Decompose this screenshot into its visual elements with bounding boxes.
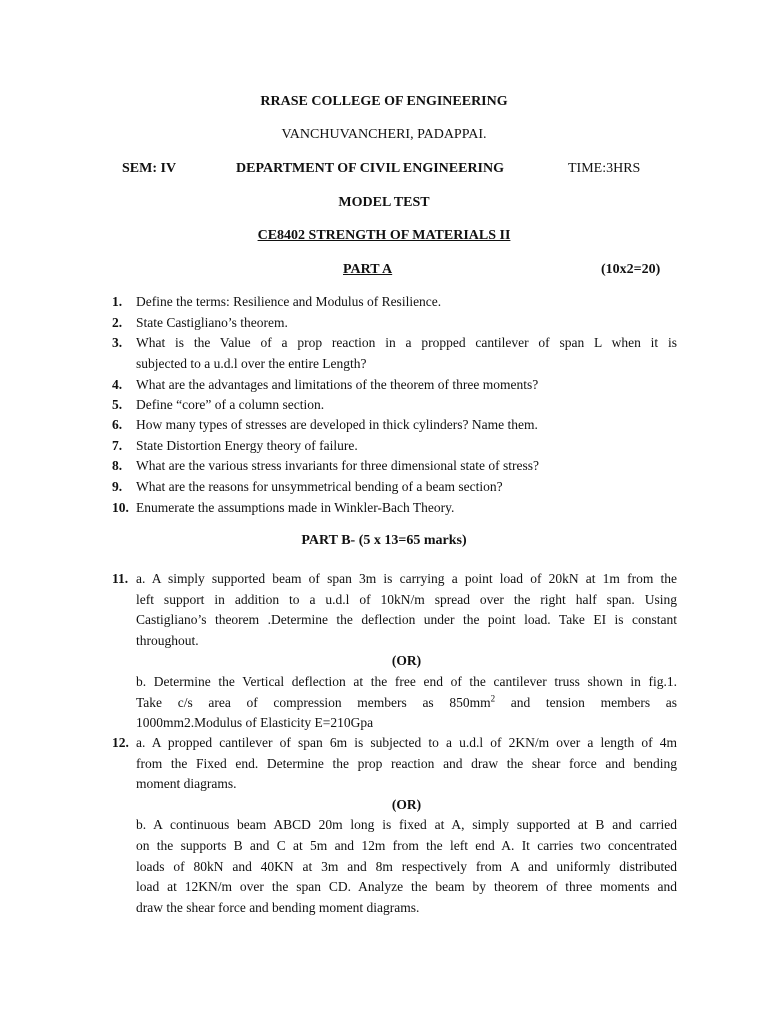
semester: SEM: IV <box>122 161 177 176</box>
test-title: MODEL TEST <box>338 195 430 210</box>
question-12 <box>112 733 677 918</box>
question-number: 1. <box>112 294 123 309</box>
part-b-title: PART B- (5 x 13=65 marks) <box>301 533 467 548</box>
or-separator: (OR) <box>391 796 422 812</box>
question-7 <box>112 436 677 457</box>
question-9 <box>112 477 677 498</box>
question-number: 8. <box>112 458 123 473</box>
part-a-marks: (10x2=20) <box>601 262 661 277</box>
question-number: 7. <box>112 438 123 453</box>
question-8 <box>112 456 677 477</box>
college-name: RRASE COLLEGE OF ENGINEERING <box>260 94 508 109</box>
question-11b-text-post: and tension members as <box>495 694 677 710</box>
question-text: Define the terms: Resilience and Modulus of Resilience. <box>136 294 442 309</box>
question-number: 11. <box>112 571 129 586</box>
question-12a-line3: moment diagrams. <box>136 776 237 792</box>
question-number: 12. <box>112 735 129 750</box>
question-11a-line2: left support in addition to a u.d.l of 10kN/m spread over the right half span. Using <box>136 591 677 607</box>
question-1 <box>112 292 677 313</box>
or-separator: (OR) <box>391 653 422 669</box>
question-12a-line1: a. A propped cantilever of span 6m is subjected to a u.d.l of 2KN/m over a length of 4m <box>136 735 677 750</box>
college-address: VANCHUVANCHERI, PADAPPAI. <box>281 127 487 142</box>
question-number: 4. <box>112 377 123 392</box>
question-text-line2: subjected to a u.d.l over the entire Length? <box>136 355 367 371</box>
department: DEPARTMENT OF CIVIL ENGINEERING <box>236 161 505 176</box>
question-text: State Castigliano’s theorem. <box>136 315 288 330</box>
question-4 <box>112 375 677 396</box>
question-text: How many types of stresses are developed in thick cylinders? Name them. <box>136 417 538 432</box>
question-text: What are the reasons for unsymmetrical bending of a beam section? <box>136 479 503 494</box>
question-12b-line3: loads of 80kN and 40KN at 3m and 8m respectively from A and uniformly distributed <box>136 858 677 874</box>
question-5 <box>112 395 677 416</box>
question-11b-line2 <box>136 693 677 714</box>
question-10 <box>112 498 677 519</box>
question-6 <box>112 415 677 436</box>
question-2 <box>112 313 677 334</box>
part-a-title: PART A <box>343 262 393 277</box>
question-number: 10. <box>112 500 129 515</box>
question-text: Enumerate the assumptions made in Winkler-Bach Theory. <box>136 500 455 515</box>
question-number: 9. <box>112 479 123 494</box>
question-11b-text: Take c/s area of compression members as 850mm <box>136 694 491 710</box>
course-title: CE8402 STRENGTH OF MATERIALS II <box>257 228 511 243</box>
question-12b-line4: load at 12KN/m over the span CD. Analyze the beam by theorem of three moments and <box>136 879 677 895</box>
question-11a-line3: Castigliano’s theorem .Determine the deflection under the point load. Take EI is constant <box>136 612 677 628</box>
question-12a-line2: from the Fixed end. Determine the prop reaction and draw the shear force and bending <box>136 755 677 771</box>
question-3 <box>112 333 677 374</box>
question-number: 5. <box>112 397 123 412</box>
question-text: What are the advantages and limitations of the theorem of three moments? <box>136 377 539 392</box>
question-text: State Distortion Energy theory of failure. <box>136 438 358 453</box>
superscript: 2 <box>490 693 496 704</box>
question-number: 6. <box>112 417 123 432</box>
question-text: What are the various stress invariants for three dimensional state of stress? <box>136 458 539 473</box>
question-12b-line1: b. A continuous beam ABCD 20m long is fixed at A, simply supported at B and carried <box>136 817 677 833</box>
question-12b-line5: draw the shear force and bending moment diagrams. <box>136 899 420 915</box>
question-number: 3. <box>112 335 123 350</box>
exam-time: TIME:3HRS <box>568 161 641 176</box>
question-11a-line1: a. A simply supported beam of span 3m is carrying a point load of 20kN at 1m from the <box>136 571 677 586</box>
question-text-line1: What is the Value of a prop reaction in a propped cantilever of span L when it is <box>136 335 677 350</box>
question-11 <box>112 569 677 734</box>
question-text: Define “core” of a column section. <box>136 397 325 412</box>
question-12b-line2: on the supports B and C at 5m and 12m from the left end A. It carries two concentrated <box>136 837 677 853</box>
question-number: 2. <box>112 315 123 330</box>
question-11a-line4: throughout. <box>136 632 199 648</box>
question-11b-line3: 1000mm2.Modulus of Elasticity E=210Gpa <box>136 715 374 731</box>
question-11b-line1: b. Determine the Vertical deflection at the free end of the cantilever truss shown in fig.1. <box>136 673 677 689</box>
